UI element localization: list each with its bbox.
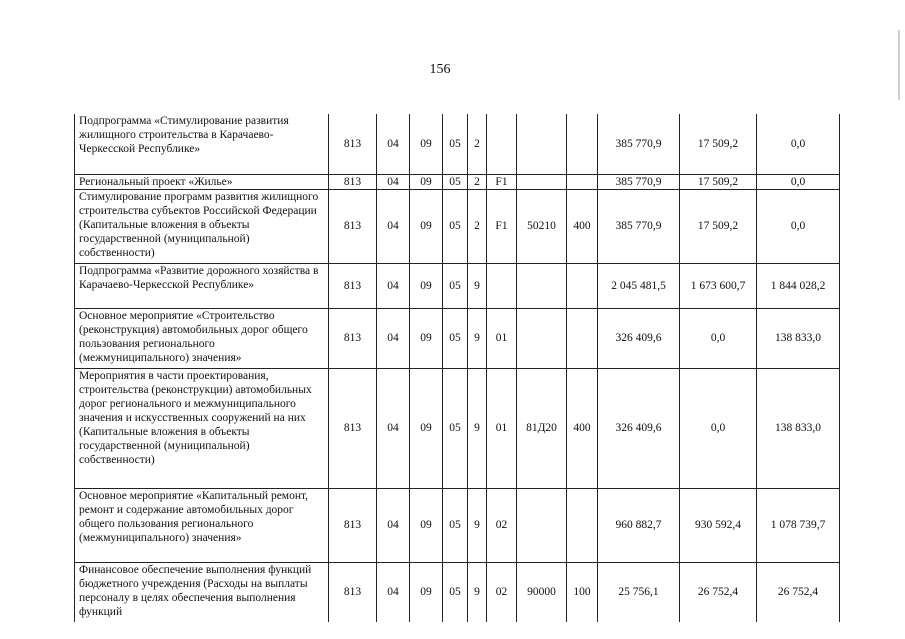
row-name-cell: Мероприятия в части проектирования, строительства (реконструкции) автомобильных дорог регионального и межмуниципального значения и искусственных сооружений на них (Капитальные вложения в объекты государственной (муниципальной) собственности): [75, 368, 329, 488]
subprogram-code-cell: 2: [468, 114, 487, 174]
subprogram-code-cell: 9: [468, 308, 487, 368]
direction-code-cell: 90000: [517, 562, 567, 622]
admin-code-cell: 813: [329, 488, 377, 562]
row-name-cell: Подпрограмма «Развитие дорожного хозяйства в Карачаево-Черкесской Республике»: [75, 263, 329, 308]
program-code-cell: 05: [443, 488, 468, 562]
amount-year-3-cell: 1 844 028,2: [757, 263, 840, 308]
expense-type-code-cell: 400: [567, 189, 598, 263]
program-code-cell: 05: [443, 562, 468, 622]
table-row: [75, 263, 840, 308]
admin-code-cell: 813: [329, 174, 377, 189]
amount-year-2-cell: 0,0: [680, 308, 757, 368]
amount-year-3-cell: 0,0: [757, 174, 840, 189]
subsection-code-cell: 09: [410, 114, 443, 174]
project-code-cell: F1: [487, 174, 517, 189]
amount-year-1-cell: 385 770,9: [598, 174, 680, 189]
table-row: [75, 488, 840, 562]
section-code-cell: 04: [377, 114, 410, 174]
direction-code-cell: [517, 488, 567, 562]
subprogram-code-cell: 2: [468, 189, 487, 263]
amount-year-1-cell: 385 770,9: [598, 189, 680, 263]
expense-type-code-cell: [567, 308, 598, 368]
row-name-cell: Основное мероприятие «Капитальный ремонт, ремонт и содержание автомобильных дорог общего пользования регионального (межмуниципального) значения»: [75, 488, 329, 562]
amount-year-3-cell: 138 833,0: [757, 368, 840, 488]
program-code-cell: 05: [443, 263, 468, 308]
program-code-cell: 05: [443, 114, 468, 174]
section-code-cell: 04: [377, 189, 410, 263]
amount-year-3-cell: 0,0: [757, 189, 840, 263]
direction-code-cell: 50210: [517, 189, 567, 263]
page-number: 156: [429, 62, 451, 77]
expense-type-code-cell: 100: [567, 562, 598, 622]
section-code-cell: 04: [377, 308, 410, 368]
project-code-cell: 01: [487, 368, 517, 488]
section-code-cell: 04: [377, 263, 410, 308]
row-name-cell: Региональный проект «Жилье»: [75, 174, 329, 189]
subsection-code-cell: 09: [410, 189, 443, 263]
admin-code-cell: 813: [329, 368, 377, 488]
direction-code-cell: 81Д20: [517, 368, 567, 488]
amount-year-2-cell: 26 752,4: [680, 562, 757, 622]
amount-year-3-cell: 0,0: [757, 114, 840, 174]
expense-type-code-cell: 400: [567, 368, 598, 488]
subsection-code-cell: 09: [410, 308, 443, 368]
project-code-cell: 02: [487, 488, 517, 562]
section-code-cell: 04: [377, 368, 410, 488]
subsection-code-cell: 09: [410, 368, 443, 488]
project-code-cell: [487, 263, 517, 308]
subprogram-code-cell: 2: [468, 174, 487, 189]
section-code-cell: 04: [377, 562, 410, 622]
amount-year-2-cell: 17 509,2: [680, 174, 757, 189]
section-code-cell: 04: [377, 174, 410, 189]
admin-code-cell: 813: [329, 114, 377, 174]
direction-code-cell: [517, 114, 567, 174]
amount-year-3-cell: 26 752,4: [757, 562, 840, 622]
program-code-cell: 05: [443, 308, 468, 368]
amount-year-2-cell: 0,0: [680, 368, 757, 488]
amount-year-1-cell: 326 409,6: [598, 368, 680, 488]
subsection-code-cell: 09: [410, 174, 443, 189]
row-name-cell: Подпрограмма «Стимулирование развития жилищного строительства в Карачаево-Черкесской Республике»: [75, 114, 329, 174]
admin-code-cell: 813: [329, 562, 377, 622]
table-row: [75, 562, 840, 622]
direction-code-cell: [517, 174, 567, 189]
program-code-cell: 05: [443, 189, 468, 263]
subsection-code-cell: 09: [410, 263, 443, 308]
admin-code-cell: 813: [329, 189, 377, 263]
expense-type-code-cell: [567, 174, 598, 189]
amount-year-1-cell: 2 045 481,5: [598, 263, 680, 308]
subsection-code-cell: 09: [410, 488, 443, 562]
amount-year-1-cell: 25 756,1: [598, 562, 680, 622]
project-code-cell: 01: [487, 308, 517, 368]
expense-type-code-cell: [567, 114, 598, 174]
direction-code-cell: [517, 308, 567, 368]
amount-year-3-cell: 138 833,0: [757, 308, 840, 368]
program-code-cell: 05: [443, 174, 468, 189]
admin-code-cell: 813: [329, 263, 377, 308]
table-row: [75, 189, 840, 263]
row-name-cell: Стимулирование программ развития жилищного строительства субъектов Российской Федерации (Капитальные вложения в объекты государственной (муниципальной) собственности): [75, 189, 329, 263]
program-code-cell: 05: [443, 368, 468, 488]
subprogram-code-cell: 9: [468, 488, 487, 562]
amount-year-1-cell: 960 882,7: [598, 488, 680, 562]
table-row: [75, 174, 840, 189]
amount-year-2-cell: 17 509,2: [680, 189, 757, 263]
table-row: [75, 368, 840, 488]
project-code-cell: F1: [487, 189, 517, 263]
subprogram-code-cell: 9: [468, 368, 487, 488]
table-row: [75, 114, 840, 174]
amount-year-2-cell: 930 592,4: [680, 488, 757, 562]
table-row: [75, 308, 840, 368]
subprogram-code-cell: 9: [468, 562, 487, 622]
project-code-cell: [487, 114, 517, 174]
amount-year-2-cell: 1 673 600,7: [680, 263, 757, 308]
amount-year-1-cell: 385 770,9: [598, 114, 680, 174]
amount-year-3-cell: 1 078 739,7: [757, 488, 840, 562]
scan-edge-mark: [898, 30, 900, 100]
budget-table: [74, 114, 840, 622]
section-code-cell: 04: [377, 488, 410, 562]
subsection-code-cell: 09: [410, 562, 443, 622]
row-name-cell: Финансовое обеспечение выполнения функций бюджетного учреждения (Расходы на выплаты персоналу в целях обеспечения выполнения функций: [75, 562, 329, 622]
admin-code-cell: 813: [329, 308, 377, 368]
expense-type-code-cell: [567, 488, 598, 562]
amount-year-2-cell: 17 509,2: [680, 114, 757, 174]
direction-code-cell: [517, 263, 567, 308]
project-code-cell: 02: [487, 562, 517, 622]
amount-year-1-cell: 326 409,6: [598, 308, 680, 368]
subprogram-code-cell: 9: [468, 263, 487, 308]
row-name-cell: Основное мероприятие «Строительство (реконструкция) автомобильных дорог общего пользования регионального (межмуниципального) значения»: [75, 308, 329, 368]
expense-type-code-cell: [567, 263, 598, 308]
